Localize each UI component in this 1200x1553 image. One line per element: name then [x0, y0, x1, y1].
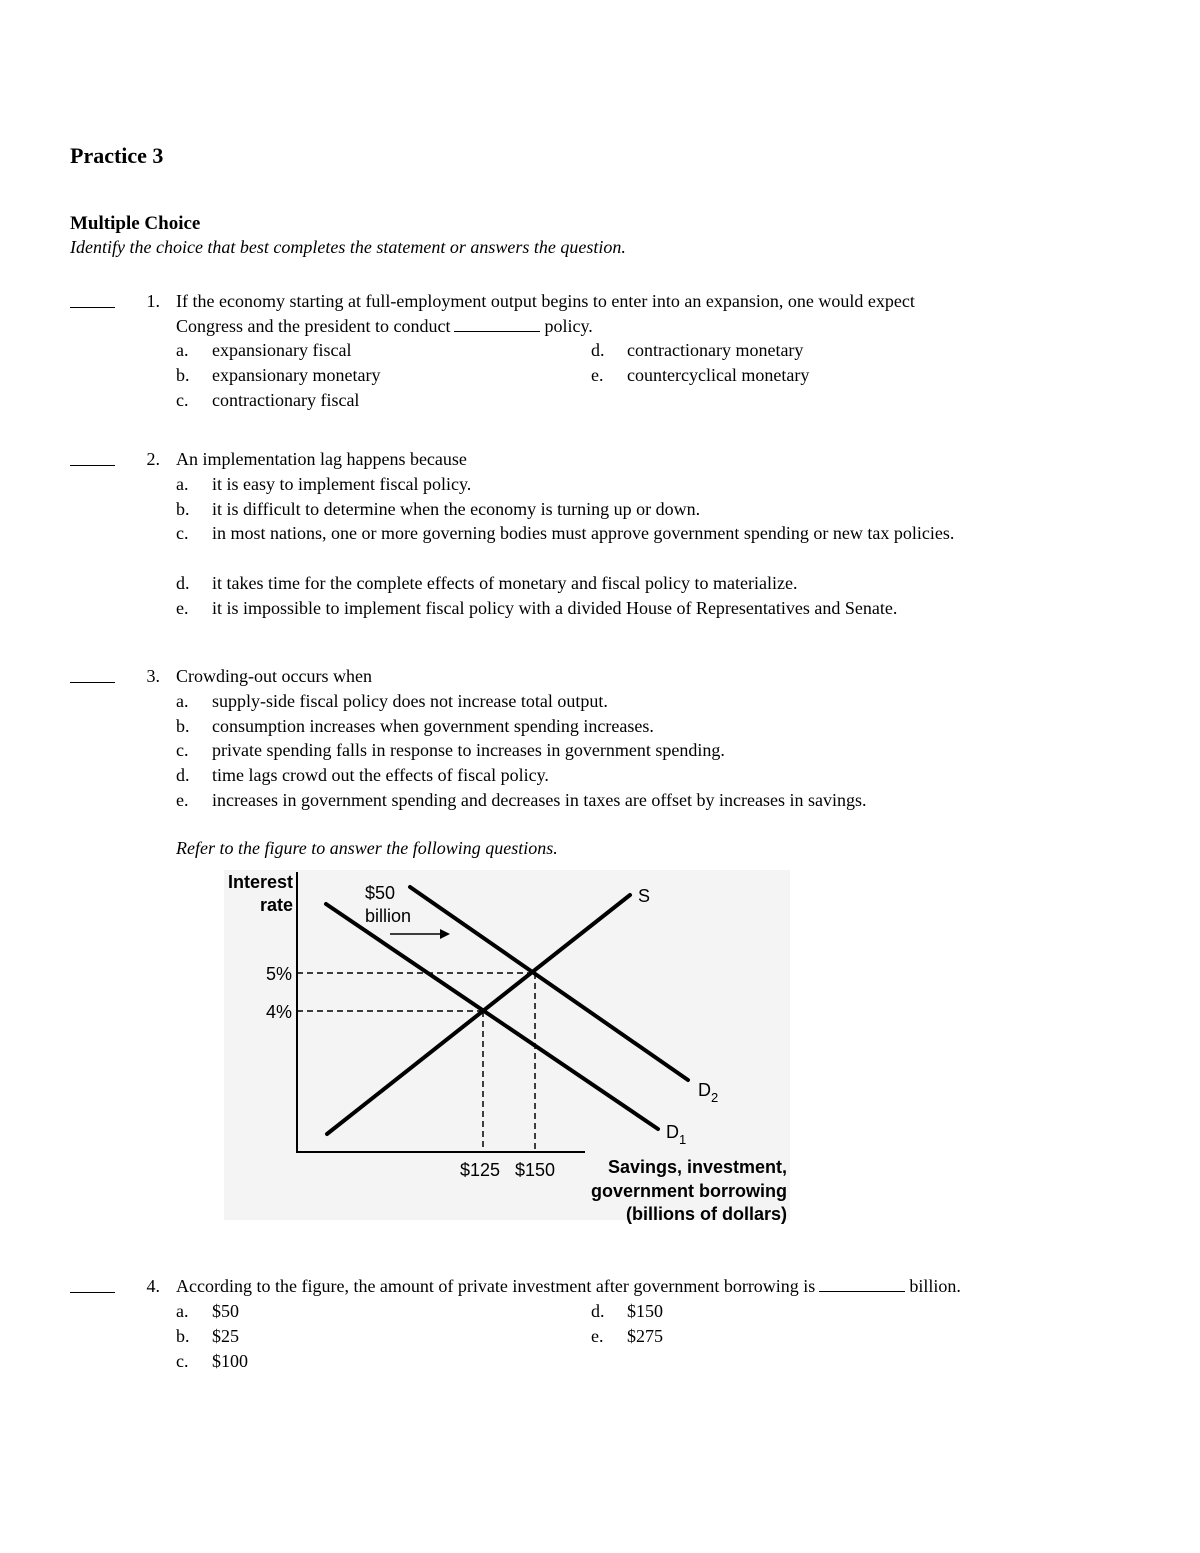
figure-note: Refer to the figure to answer the following questions.	[176, 838, 558, 858]
shift-label-line2: billion	[365, 906, 412, 926]
choice-letter: d.	[591, 340, 605, 360]
loanable-funds-figure	[210, 862, 800, 1232]
choice-letter: e.	[591, 1326, 604, 1346]
choice-text: expansionary fiscal	[212, 340, 352, 360]
choice-letter: e.	[591, 365, 604, 385]
choice-text: it takes time for the complete effects of monetary and fiscal policy to materialize.	[212, 573, 798, 593]
choice-text: in most nations, one or more governing bodies must approve government spending or new tax policies.	[212, 523, 955, 543]
choice-letter: b.	[176, 1326, 190, 1346]
choice-letter: c.	[176, 1351, 189, 1371]
x-axis-label-line1: Savings, investment,	[607, 1157, 787, 1177]
question-number: 3.	[146, 666, 160, 686]
answer-blank[interactable]	[70, 289, 115, 308]
question-number: 2.	[146, 449, 160, 469]
question-stem-line: If the economy starting at full-employment output begins to enter into an expansion, one would expect	[176, 291, 915, 311]
choice-text: countercyclical monetary	[627, 365, 810, 385]
choice-letter: b.	[176, 499, 190, 519]
choice-letter: b.	[176, 365, 190, 385]
choice-text: contractionary fiscal	[212, 390, 360, 410]
supply-curve-label: S	[638, 886, 651, 906]
answer-blank[interactable]	[70, 664, 115, 683]
choice-letter: a.	[176, 1301, 189, 1321]
choice-letter: d.	[176, 765, 190, 785]
choice-text: increases in government spending and decreases in taxes are offset by increases in savings.	[212, 790, 867, 810]
question-stem	[176, 1274, 1176, 1299]
stem-text: Congress and the president to conduct	[176, 315, 451, 336]
choice-text: it is easy to implement fiscal policy.	[212, 474, 472, 494]
choice-letter: d.	[176, 573, 190, 593]
x-axis-label-line2: government borrowing	[590, 1181, 787, 1201]
choice-text: it is impossible to implement fiscal policy with a divided House of Representatives and Senate.	[212, 598, 898, 618]
choice-letter: e.	[176, 598, 189, 618]
question-4	[70, 1274, 1150, 1374]
question-stem-line	[176, 314, 1116, 339]
choice-letter: e.	[176, 790, 189, 810]
choice-letter: a.	[176, 691, 189, 711]
x-axis-label-line3: (billions of dollars)	[626, 1204, 787, 1224]
question-stem	[176, 289, 1116, 338]
fill-blank	[819, 1277, 905, 1292]
demand-curve-d1-label: $D_1$	[666, 1122, 687, 1147]
choice-text: expansionary monetary	[212, 365, 381, 385]
choice-text: it is difficult to determine when the economy is turning up or down.	[212, 499, 701, 519]
y-tick-label-5pct: 5%	[265, 964, 292, 984]
choice-letter: d.	[591, 1301, 605, 1321]
choice-letter: c.	[176, 390, 189, 410]
question-number: 4.	[146, 1276, 160, 1296]
loanable-funds-chart	[210, 862, 800, 1232]
choice-text: $25	[212, 1326, 239, 1346]
choice-text: contractionary monetary	[627, 340, 804, 360]
stem-text: policy.	[544, 315, 593, 336]
question-stem: Crowding-out occurs when	[176, 666, 372, 686]
choice-letter: a.	[176, 474, 189, 494]
demand-curve-d1-subscript: 1	[679, 1132, 687, 1147]
y-axis-label-line1: Interest	[227, 872, 293, 892]
shift-label-line1: $50	[365, 883, 396, 903]
choice-text: $150	[627, 1301, 663, 1321]
fill-blank	[454, 317, 540, 332]
choice-text: $100	[212, 1351, 248, 1371]
choice-text: $275	[627, 1326, 663, 1346]
x-tick-label-125: $125	[459, 1160, 501, 1180]
y-tick-label-4pct: 4%	[265, 1002, 292, 1022]
instructions: Identify the choice that best completes the statement or answers the question.	[70, 237, 626, 257]
question-stem: An implementation lag happens because	[176, 449, 467, 469]
demand-curve-d2-label: $D_2$	[698, 1080, 719, 1105]
page-title: Practice 3	[70, 143, 164, 168]
choice-letter: c.	[176, 740, 189, 760]
x-tick-label-150: $150	[514, 1160, 556, 1180]
y-axis-label-line2: rate	[259, 895, 293, 915]
demand-curve-d2-subscript: 2	[711, 1090, 719, 1105]
question-2	[70, 447, 1150, 647]
choice-text: private spending falls in response to increases in government spending.	[212, 740, 725, 760]
choice-letter: c.	[176, 523, 189, 543]
choice-letter: a.	[176, 340, 189, 360]
stem-text: According to the figure, the amount of private investment after government borrowing is	[176, 1276, 816, 1296]
answer-blank[interactable]	[70, 1274, 115, 1293]
section-title: Multiple Choice	[70, 213, 201, 234]
stem-text: billion.	[909, 1276, 961, 1296]
question-1	[70, 289, 1150, 419]
question-number: 1.	[146, 291, 160, 311]
question-3	[70, 664, 1150, 814]
choice-letter: b.	[176, 716, 190, 736]
choice-text: $50	[212, 1301, 239, 1321]
choice-text: time lags crowd out the effects of fiscal policy.	[212, 765, 549, 785]
answer-blank[interactable]	[70, 447, 115, 466]
choice-text: supply-side fiscal policy does not increase total output.	[212, 691, 608, 711]
choice-text: consumption increases when government spending increases.	[212, 716, 654, 736]
